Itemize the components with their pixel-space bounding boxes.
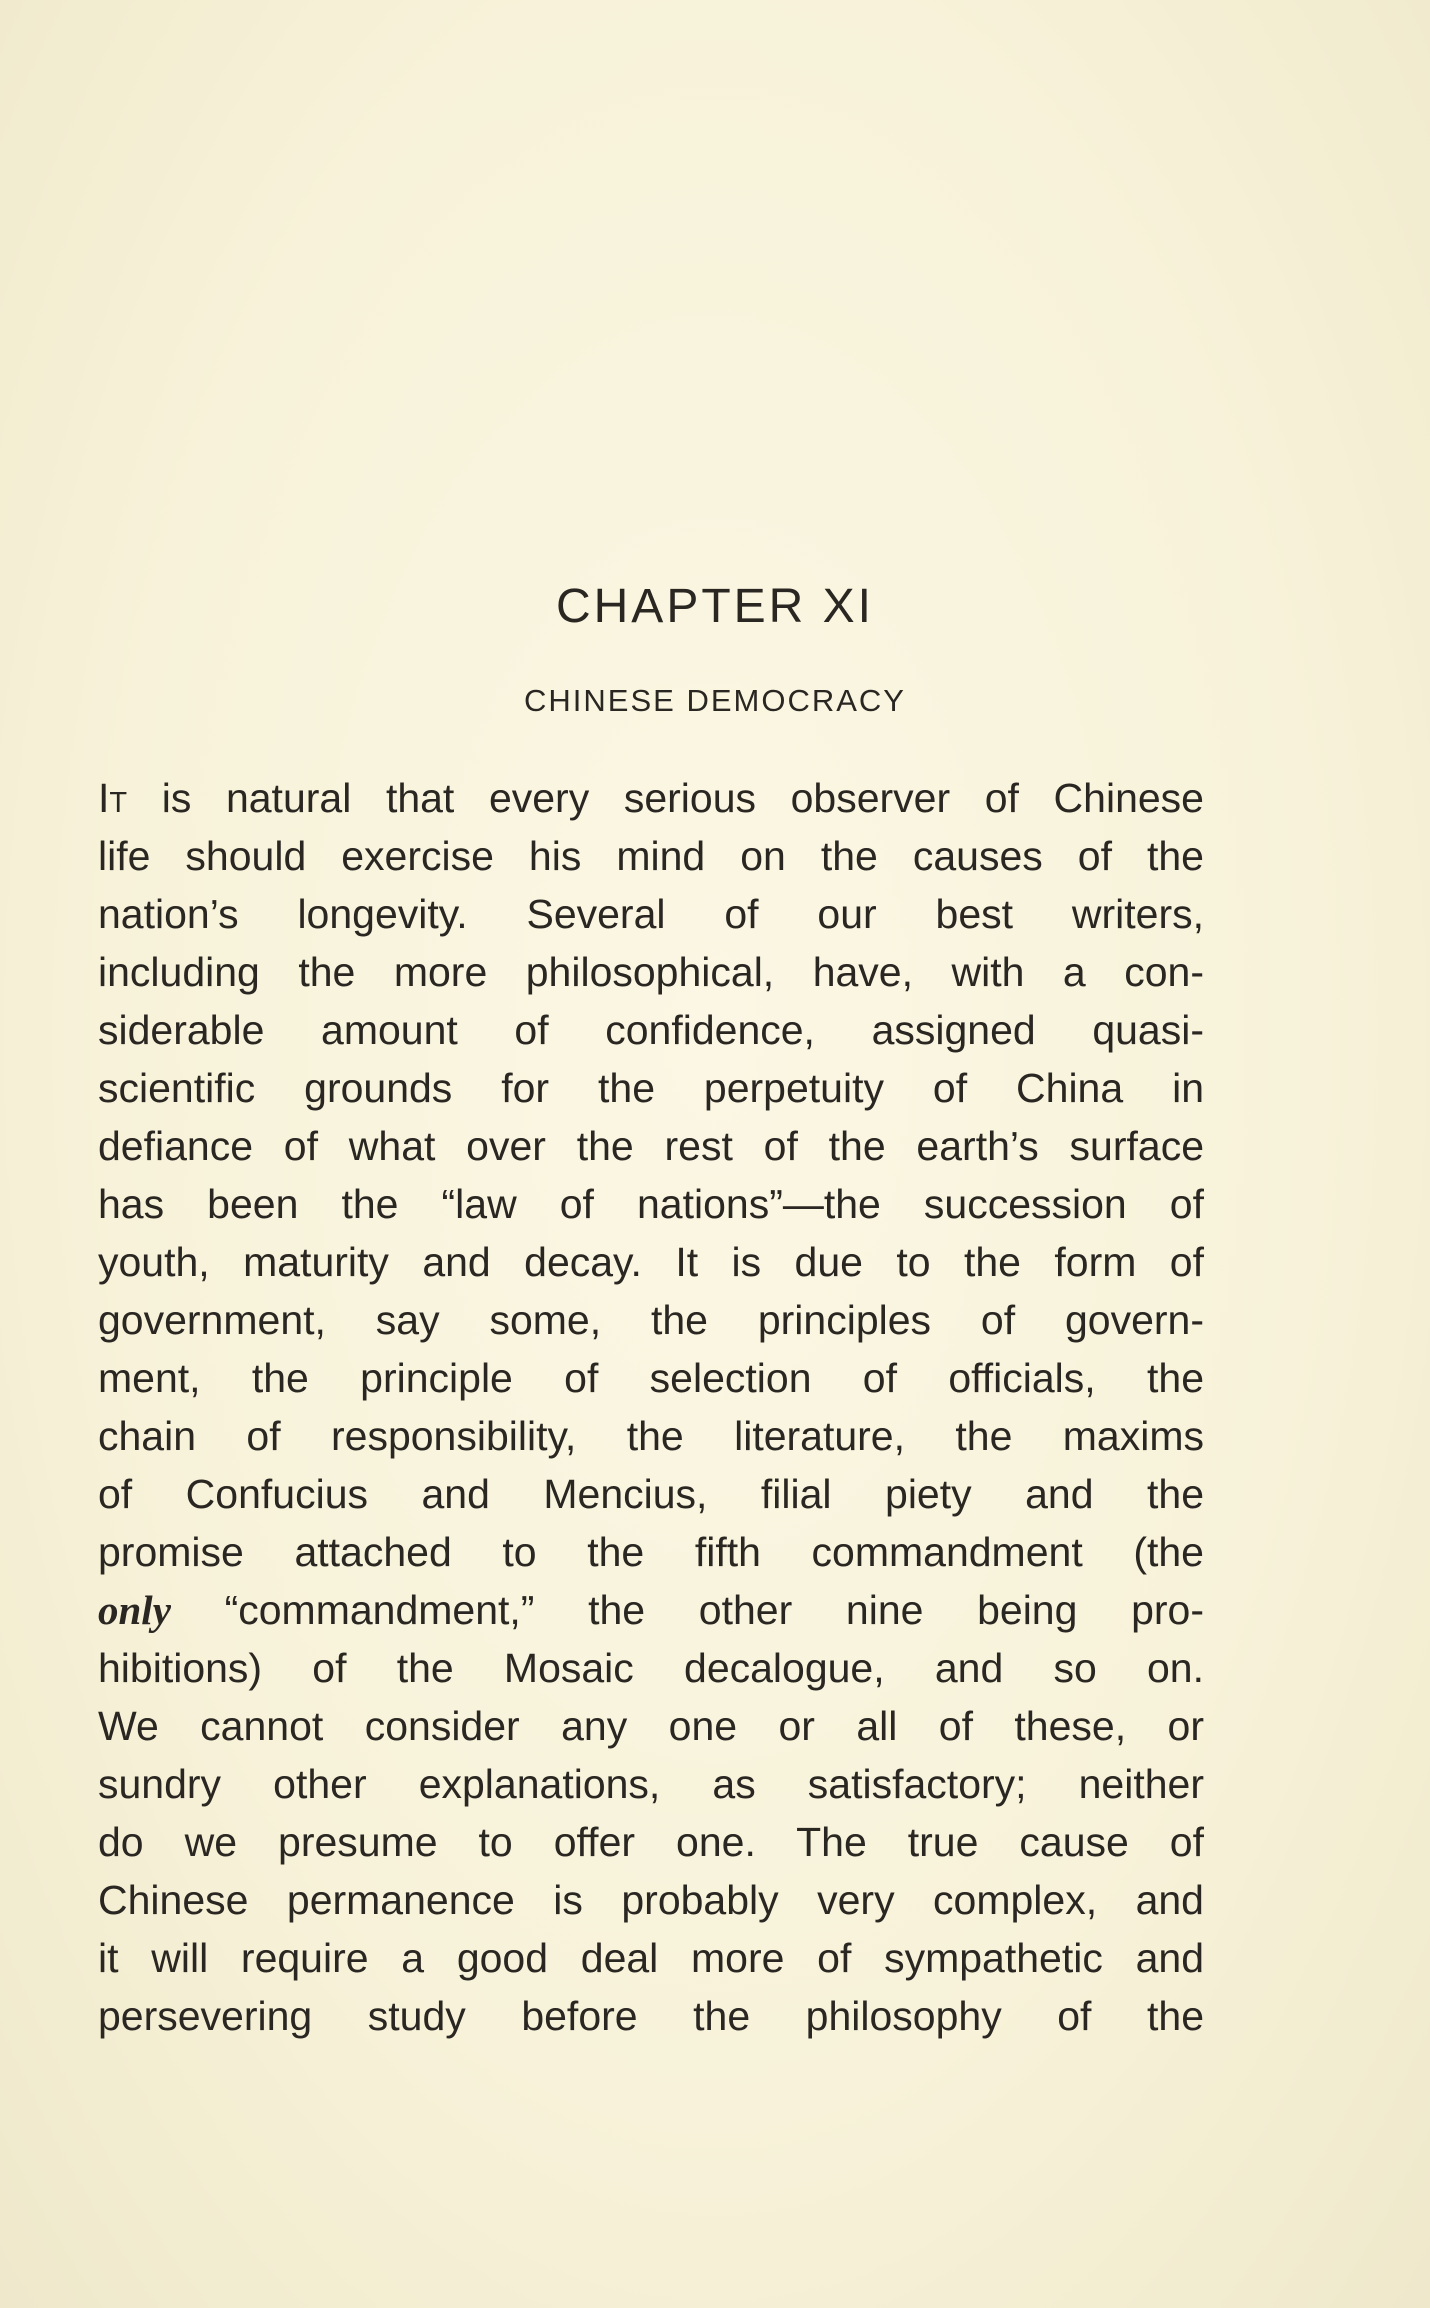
body-paragraph <box>98 769 1204 2045</box>
text-line-3: nation’s longevity. Several of our best writers, <box>98 891 1204 937</box>
text-line-9: youth, maturity and decay. It is due to the form of <box>98 1239 1204 1285</box>
chapter-subtitle: CHINESE DEMOCRACY <box>524 683 906 718</box>
text-line-16: hibitions) of the Mosaic decalogue, and so on. <box>98 1645 1204 1691</box>
text-line-1-rest: is natural that every serious observer of Chinese <box>127 775 1204 821</box>
text-line-1 <box>98 769 1204 827</box>
text-line-13: of Confucius and Mencius, filial piety and the <box>98 1471 1204 1517</box>
text-line-18: sundry other explanations, as satisfactory; neither <box>98 1761 1204 1807</box>
text-line-11: ment, the principle of selection of officials, the <box>98 1355 1204 1401</box>
text-line-19: do we presume to offer one. The true cause of <box>98 1819 1204 1865</box>
text-line-17: We cannot consider any one or all of these, or <box>98 1703 1204 1749</box>
text-line-15 <box>98 1581 1204 1639</box>
text-line-10: government, say some, the principles of govern- <box>98 1297 1204 1343</box>
emphasized-word: only <box>98 1587 171 1633</box>
text-line-22: persevering study before the philosophy of the <box>98 1993 1204 2039</box>
opening-word: It <box>98 775 128 821</box>
text-line-6: scientific grounds for the perpetuity of China in <box>98 1065 1204 1111</box>
text-line-14: promise attached to the fifth commandment (the <box>98 1529 1204 1575</box>
text-line-12: chain of responsibility, the literature, the maxims <box>98 1413 1204 1459</box>
chapter-heading: CHAPTER XI <box>555 580 875 633</box>
text-line-4: including the more philosophical, have, with a con- <box>98 949 1204 995</box>
text-line-7: defiance of what over the rest of the earth’s surface <box>98 1123 1204 1169</box>
text-line-5: siderable amount of confidence, assigned quasi- <box>98 1007 1204 1053</box>
text-line-21: it will require a good deal more of sympathetic and <box>98 1935 1204 1981</box>
text-line-15-rest: “commandment,” the other nine being pro- <box>170 1587 1204 1633</box>
text-line-20: Chinese permanence is probably very complex, and <box>98 1877 1204 1923</box>
text-line-2: life should exercise his mind on the causes of the <box>98 833 1204 879</box>
text-line-8: has been the “law of nations”—the succession of <box>98 1181 1204 1227</box>
